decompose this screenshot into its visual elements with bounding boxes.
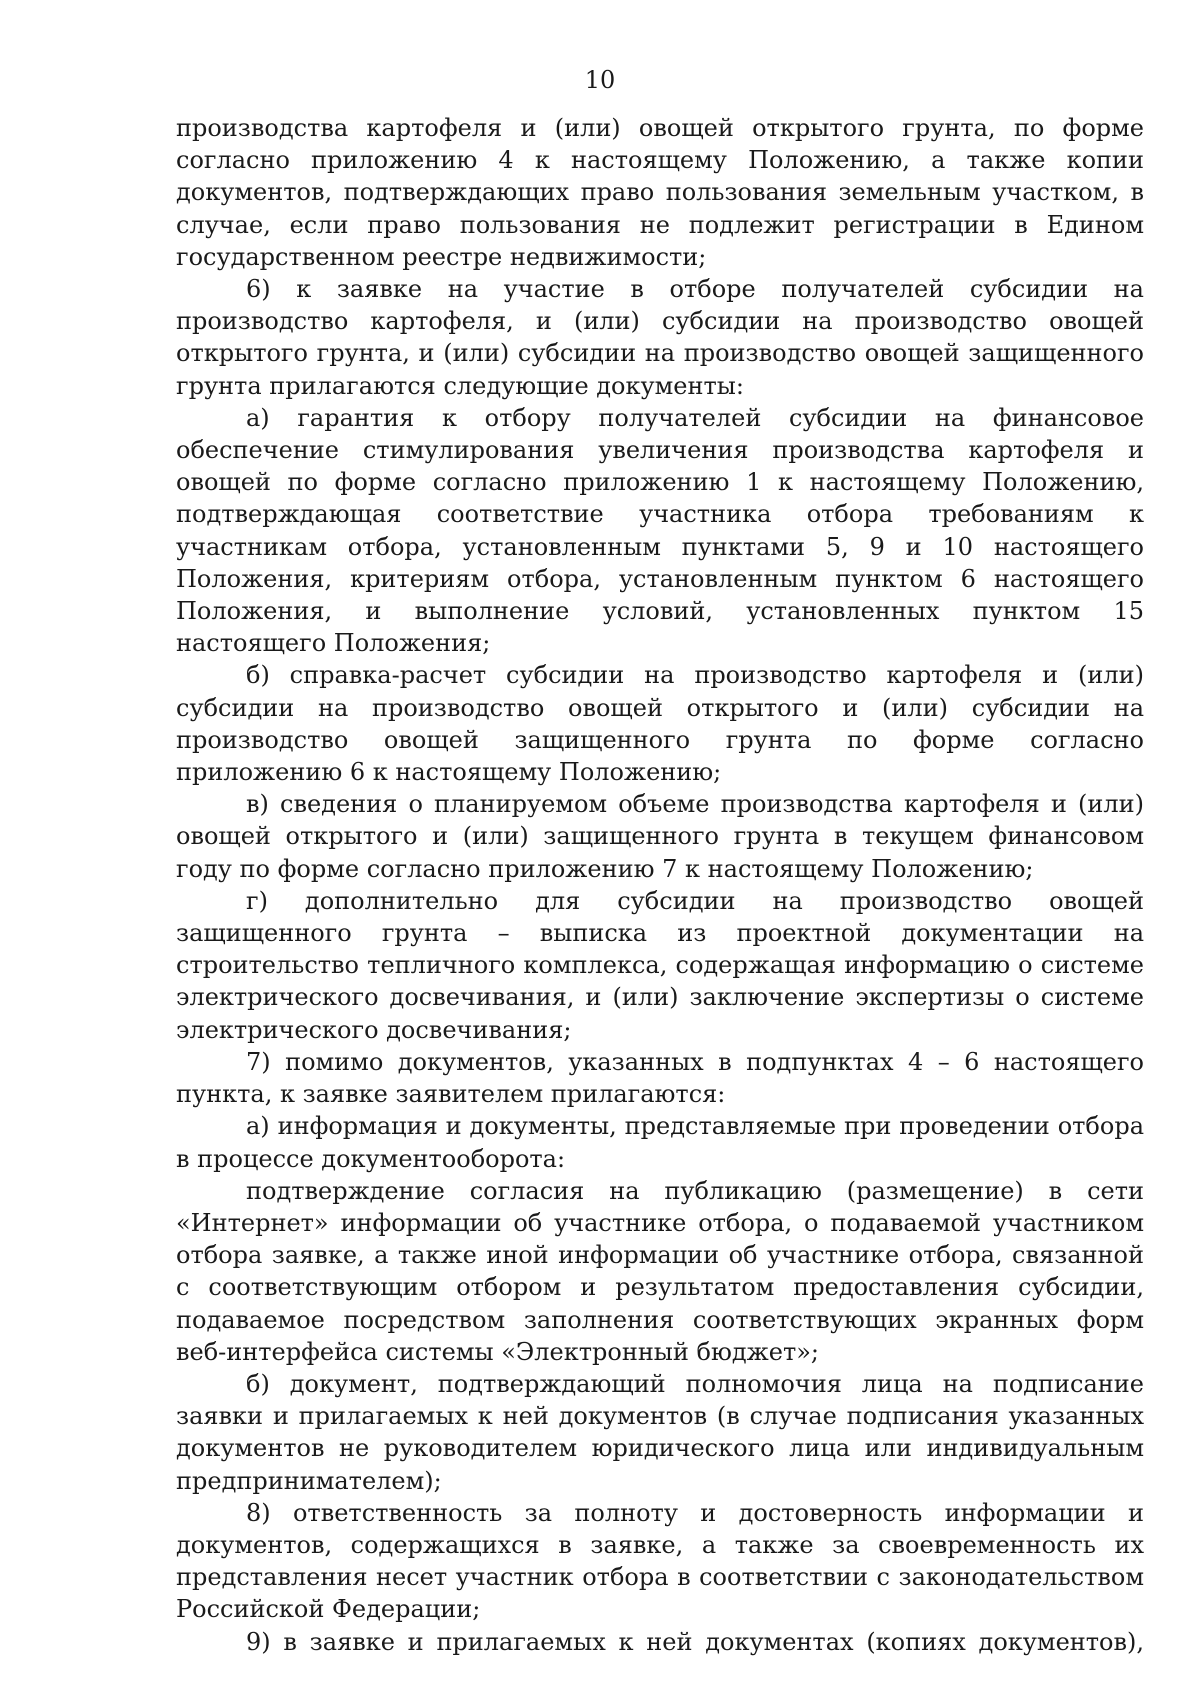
document-body [176,112,1144,1658]
paragraph-item-7a-consent: подтверждение согласия на публикацию (размещение) в сети «Интернет» информации об участнике отбора, о подаваемой участником отбора заявке, а также иной информации об участнике отбора, связанной с соответствующим отбором и результатом предоставления субсидии, подаваемое посредством заполнения соответствующих экранных форм веб-интерфейса системы «Электронный бюджет»; [176,1176,1144,1366]
paragraph-continuation: производства картофеля и (или) овощей открытого грунта, по форме согласно приложению 4 к настоящему Положению, а также копии документов, подтверждающих право пользования земельным участком, в случае, если право пользования не подлежит регистрации в Едином государственном реестре недвижимости; [176,114,1144,271]
paragraph-item-6g: г) дополнительно для субсидии на производство овощей защищенного грунта – выписка из проектной документации на строительство тепличного комплекса, содержащая информацию о системе электрического досвечивания, и (или) заключение экспертизы о системе электрического досвечивания; [176,886,1144,1044]
paragraph-item-6a: а) гарантия к отбору получателей субсидии на финансовое обеспечение стимулирования увеличения производства картофеля и овощей по форме согласно приложению 1 к настоящему Положению, подтверждающая соответствие участника отбора требованиям к участникам отбора, установленным пунктами 5, 9 и 10 настоящего Положения, критериям отбора, установленным пунктом 6 настоящего Положения, и выполнение условий, установленных пунктом 15 настоящего Положения; [176,403,1144,658]
page-number: 10 [584,66,616,94]
paragraph-item-9: 9) в заявке и прилагаемых к ней документах (копиях документов), [246,1627,1144,1656]
paragraph-item-7b: б) документ, подтверждающий полномочия лица на подписание заявки и прилагаемых к ней документов (в случае подписания указанных документов не руководителем юридического лица или индивидуальным предпринимателем); [176,1369,1144,1495]
paragraph-item-8: 8) ответственность за полноту и достоверность информации и документов, содержащихся в заявке, а также за своевременность их представления несет участник отбора в соответствии с законодательством Российской Федерации; [176,1498,1144,1624]
paragraph-item-7: 7) помимо документов, указанных в подпунктах 4 – 6 настоящего пункта, к заявке заявителем прилагаются: [176,1047,1144,1109]
paragraph-item-6b: б) справка-расчет субсидии на производство картофеля и (или) субсидии на производство овощей открытого и (или) субсидии на производство овощей защищенного грунта по форме согласно приложению 6 к настоящему Положению; [176,661,1144,787]
paragraph-item-6: 6) к заявке на участие в отборе получателей субсидии на производство картофеля, и (или) субсидии на производство овощей открытого грунта, и (или) субсидии на производство овощей защищенного грунта прилагаются следующие документы: [176,275,1144,400]
paragraph-item-6v: в) сведения о планируемом объеме производства картофеля и (или) овощей открытого и (или) защищенного грунта в текущем финансовом году по форме согласно приложению 7 к настоящему Положению; [176,790,1144,883]
paragraph-item-7a: а) информация и документы, представляемые при проведении отбора в процессе документооборота: [176,1112,1144,1173]
